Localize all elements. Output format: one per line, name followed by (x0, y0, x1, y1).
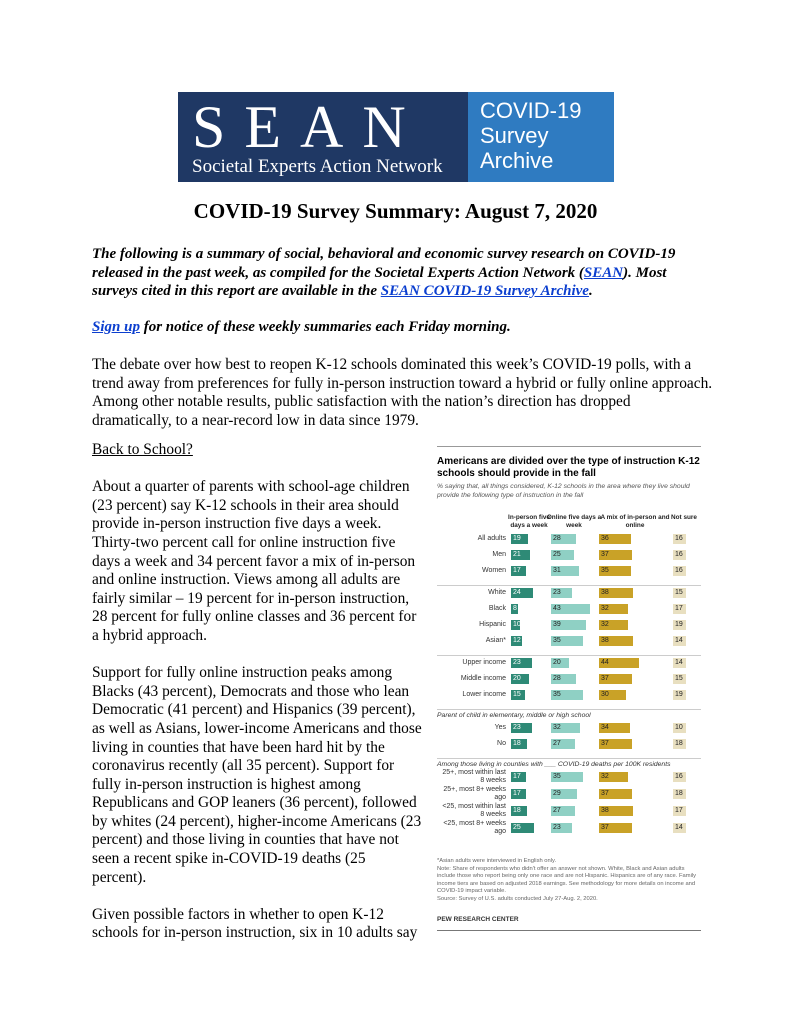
bar-value: 17 (513, 567, 521, 574)
row-label: Black (488, 605, 506, 612)
row-label: Yes (494, 724, 506, 731)
bar-value: 37 (601, 551, 609, 558)
bar-value: 15 (513, 691, 521, 698)
bar-value: 35 (553, 691, 561, 698)
row-label: <25, most 8+ weeks ago (443, 820, 506, 835)
chart-note: Note: Share of respondents who didn't offer an answer not shown. White, Black and Asian adults include those who report being only one race and are not Hispanic. Hispanics are of any race. Family income tiers are based on adjusted 2018 earnings. See methodology for more details on income and COVID-19 impact variable. (437, 865, 697, 894)
sean-logo (178, 92, 614, 182)
row-label: Upper income (462, 659, 506, 666)
bar-value: 16 (675, 551, 683, 558)
logo-subtitle: Societal Experts Action Network (192, 156, 443, 177)
row-label: 25+, most within last 8 weeks (442, 769, 506, 784)
bar-value: 35 (601, 567, 609, 574)
row-label: Middle income (460, 675, 506, 682)
bar-value: 37 (601, 824, 609, 831)
row-label: Men (492, 551, 506, 558)
bar-value: 37 (601, 675, 609, 682)
bar-value: 16 (675, 535, 683, 542)
bar-value: 25 (513, 824, 521, 831)
bar-value: 23 (553, 589, 561, 596)
bar-value: 31 (553, 567, 561, 574)
bar-value: 14 (675, 824, 683, 831)
row-label: No (497, 740, 506, 747)
chart-notes (437, 858, 699, 903)
row-label: White (488, 589, 506, 596)
bar-value: 19 (513, 535, 521, 542)
chart-subtitle: % saying that, all things considered, K-12 schools in the area where they live should provide the following type of instruction in the fall (437, 483, 690, 499)
bar-value: 17 (513, 790, 521, 797)
bar-value: 17 (675, 605, 683, 612)
bar-value: 16 (675, 773, 683, 780)
signup-paragraph (92, 318, 712, 337)
bar-value: 20 (513, 675, 521, 682)
bar-value: 44 (601, 659, 609, 666)
bar-value: 14 (675, 659, 683, 666)
section-separator (437, 655, 701, 656)
bar-value: 8 (513, 605, 517, 612)
body-paragraph: About a quarter of parents with school-age children (23 percent) say K-12 schools in their area should provide in-person instruction five days a week. Thirty-two percent call for online instruction five days a week and 34 percent favor a mix of in-person and online instruction. Views among all adults are fairly similar – 19 percent for in-person instruction, 28 percent for fully online classes and 36 percent for a hybrid approach. (92, 478, 417, 644)
bar-value: 14 (675, 637, 683, 644)
bar-value: 19 (675, 691, 683, 698)
bar-value: 18 (675, 790, 683, 797)
section-separator (437, 758, 701, 759)
bar-value: 27 (553, 807, 561, 814)
row-label: Asian* (485, 637, 506, 644)
bar-value: 35 (553, 637, 561, 644)
bar-value: 25 (553, 551, 561, 558)
section-label: Parent of child in elementary, middle or high school (437, 712, 591, 719)
archive-link[interactable]: SEAN COVID-19 Survey Archive (380, 283, 589, 299)
section-label: Among those living in counties with ___ COVID-19 deaths per 100K residents (437, 761, 671, 768)
row-label: Women (482, 567, 506, 574)
bar-value: 23 (513, 659, 521, 666)
bar-value: 17 (675, 807, 683, 814)
chart-note: *Asian adults were interviewed in English only. (437, 858, 557, 864)
bar-value: 39 (553, 621, 561, 628)
bar-value: 18 (675, 740, 683, 747)
logo-archive-panel (468, 92, 614, 182)
page-title: COVID-19 Survey Summary: August 7, 2020 (193, 199, 598, 223)
bar-value: 15 (675, 675, 683, 682)
summary-paragraph: The debate over how best to reopen K-12 schools dominated this week’s COVID-19 polls, with a trend away from preferences for fully in-person instruction toward a hybrid or fully online approach. Among other notable results, public satisfaction with the nation’s direction has dropped dramatically, to a near-record low in data since 1979. (92, 356, 713, 429)
bar-value: 28 (553, 675, 561, 682)
bar-value: 32 (601, 621, 609, 628)
bar-value: 12 (513, 637, 521, 644)
row-label: <25, most within last 8 weeks (442, 803, 506, 818)
section-heading: Back to School? (92, 441, 193, 458)
bar-value: 15 (675, 589, 683, 596)
bar-value: 23 (513, 724, 521, 731)
bar-value: 38 (601, 807, 609, 814)
intro-text: . (588, 283, 593, 299)
logo-letters: SEAN (192, 94, 425, 160)
body-paragraph: Given possible factors in whether to open K-12 schools for in-person instruction, six in 10 adults say (92, 905, 418, 942)
chart-note: Source: Survey of U.S. adults conducted July 27-Aug. 2, 2020. (437, 895, 598, 902)
bar-value: 32 (601, 773, 609, 780)
bar-value: 38 (601, 637, 609, 644)
bar-value: 18 (513, 740, 521, 747)
bar-value: 10 (675, 724, 683, 731)
instruction-chart (437, 446, 701, 932)
bar-value: 20 (553, 659, 561, 666)
chart-top-rule (437, 446, 701, 447)
bar-value: 24 (513, 589, 521, 596)
column-header: In-person five days a week (508, 514, 550, 529)
column-header: A mix of in-person and online (600, 514, 670, 529)
signup-link[interactable]: Sign up (92, 319, 140, 335)
bar-value: 21 (513, 551, 521, 558)
logo-archive-line: Survey (480, 123, 549, 148)
left-column (92, 441, 422, 943)
row-label: Lower income (462, 691, 506, 698)
bar-value: 19 (675, 621, 683, 628)
intro-text: The following is a summary of social, behavioral and economic survey research on COVID-19 released in the past week, as compiled for the Societal Experts Action Network ( (92, 246, 676, 281)
logo-left-panel (178, 92, 468, 182)
logo-archive-line: Archive (480, 148, 554, 173)
bar-value: 17 (513, 773, 521, 780)
bar-value: 37 (601, 740, 609, 747)
bar-value: 30 (601, 691, 609, 698)
signup-text: for notice of these weekly summaries each Friday morning. (139, 319, 511, 335)
bar-value: 23 (553, 824, 561, 831)
chart-title: Americans are divided over the type of instruction K-12 schools should provide in the fall (437, 456, 700, 479)
chart-bottom-rule (437, 930, 701, 931)
column-header: Not sure (671, 514, 697, 521)
logo-archive-line: COVID-19 (480, 98, 582, 123)
bar-value: 10 (513, 621, 521, 628)
bar-value: 38 (601, 589, 609, 596)
bar-value: 16 (675, 567, 683, 574)
column-header: Online five days a week (546, 514, 602, 529)
intro-paragraph (92, 245, 712, 301)
row-label: Hispanic (479, 621, 506, 628)
bar-value: 32 (553, 724, 561, 731)
chart-source-org: PEW RESEARCH CENTER (437, 916, 519, 923)
bar-value: 43 (553, 605, 561, 612)
intro-text: ). Most surveys cited in this report are available in the (92, 264, 667, 299)
bar-value: 27 (553, 740, 561, 747)
row-label: All adults (477, 535, 506, 542)
sean-link[interactable]: SEAN (583, 264, 624, 281)
bar-value: 28 (553, 535, 561, 542)
bar-value: 18 (513, 807, 521, 814)
bar-value: 29 (553, 790, 561, 797)
bar-value: 34 (601, 724, 609, 731)
body-paragraph: Support for fully online instruction peaks among Blacks (43 percent), Democrats and those who lean Democratic (41 percent) and Hispanics (39 percent), as well as Asians, lower-income Americans and those living in counties that have been hard hit by the coronavirus recently (all 35 percent). Support for fully in-person instruction is highest among Republicans and GOP leaners (36 percent), followed by whites (24 percent), higher-income Americans (23 percent) and those living in counties that have not seen a recent spike in-COVID-19 deaths (25 percent). (92, 664, 422, 886)
bar-value: 32 (601, 605, 609, 612)
section-separator (437, 709, 701, 710)
bar-value: 36 (601, 535, 609, 542)
bar-value: 37 (601, 790, 609, 797)
section-separator (437, 585, 701, 586)
row-label: 25+, most 8+ weeks ago (443, 786, 506, 801)
bar-value: 35 (553, 773, 561, 780)
